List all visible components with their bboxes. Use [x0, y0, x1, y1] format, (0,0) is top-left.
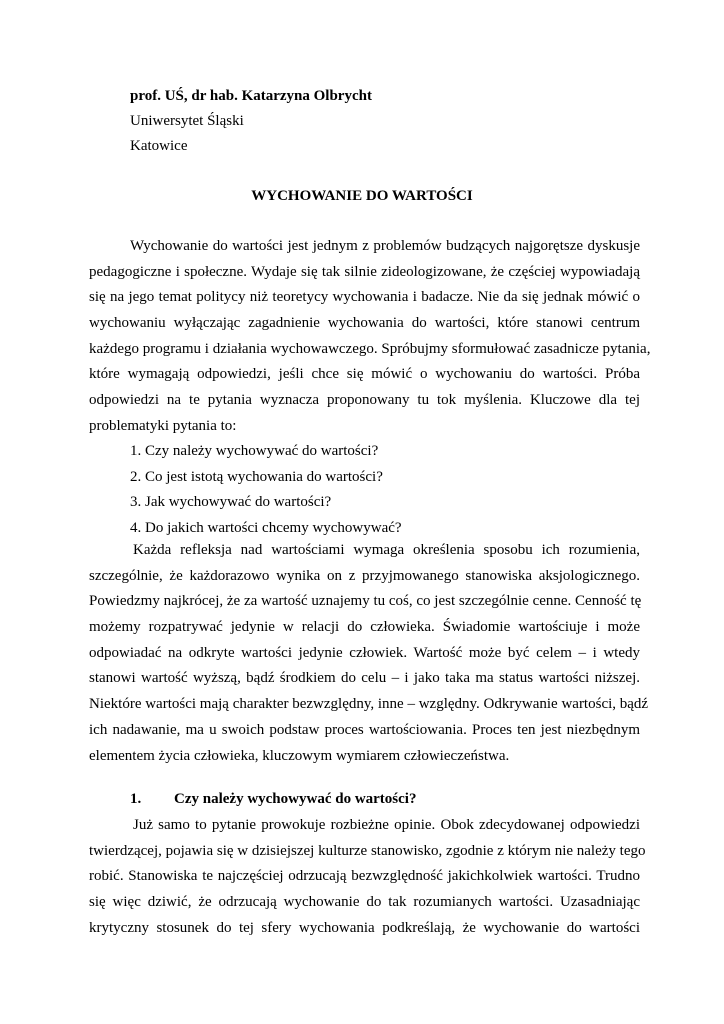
- list-item: 2. Co jest istotą wychowania do wartości?: [130, 468, 383, 485]
- section-title: Czy należy wychowywać do wartości?: [174, 791, 417, 807]
- text-line: Powiedzmy najkrócej, że za wartość uznajemy tu coś, co jest szczególnie cenne. Cenność tę: [89, 593, 642, 610]
- section-heading: [130, 791, 416, 808]
- text-line: problematyki pytania to:: [89, 417, 237, 434]
- author-name: prof. UŚ, dr hab. Katarzyna Olbrycht: [130, 88, 372, 104]
- text-line: Już samo to pytanie prowokuje rozbieżne opinie. Obok zdecydowanej odpowiedzi: [133, 817, 640, 833]
- city-name: Katowice: [130, 138, 188, 154]
- text-line: się więc dziwić, że odrzucają wychowanie do tak rozumianych wartości. Uzasadniając: [89, 894, 640, 911]
- text-line: Każda refleksja nad wartościami wymaga określenia sposobu ich rozumienia,: [133, 542, 640, 558]
- text-line: pedagogiczne i społeczne. Wydaje się tak silnie zideologizowane, że częściej wypowiadają: [89, 263, 640, 280]
- text-line: twierdzącej, pojawia się w dzisiejszej kulturze stanowisko, zgodnie z którym nie należy tego: [89, 842, 646, 859]
- text-line: się na jego temat politycy niż teoretycy wychowania i badacze. Nie da się jednak mówić o: [89, 289, 640, 306]
- intro-paragraph: [89, 234, 651, 440]
- text-line: odpowiadać na odkryte wartości jedynie człowiek. Wartość może być celem – i wtedy: [89, 644, 640, 661]
- text-line: elementem życia człowieka, kluczowym wymiarem człowieczeństwa.: [89, 747, 510, 764]
- text-line: stanowi wartość wyższą, bądź środkiem do celu – i jako taka ma status wartości niższej.: [89, 670, 640, 687]
- text-line: robić. Stanowiska te najczęściej odrzucają bezwzględność jakichkolwiek wartości. Trudno: [89, 868, 640, 885]
- text-line: wychowaniu wyłączając zagadnienie wychowania do wartości, które stanowi centrum: [89, 315, 640, 332]
- text-line: ich nadawanie, ma u swoich podstaw proces wartościowania. Proces ten jest niezbędnym: [89, 721, 640, 738]
- section1-paragraph: [89, 813, 646, 941]
- text-line: które wymagają odpowiedzi, jeśli chce się mówić o wychowaniu do wartości. Próba: [89, 366, 640, 383]
- section-number: 1.: [130, 791, 142, 807]
- text-line: Wychowanie do wartości jest jednym z problemów budzących najgorętsze dyskusje: [130, 238, 640, 254]
- university-name: Uniwersytet Śląski: [130, 113, 244, 129]
- list-item: 4. Do jakich wartości chcemy wychowywać?: [130, 520, 402, 537]
- text-line: krytyczny stosunek do tej sfery wychowania podkreślają, że wychowanie do wartości: [89, 919, 640, 936]
- document-title: WYCHOWANIE DO WARTOŚCI: [251, 188, 473, 204]
- text-line: każdego programu i działania wychowawczego. Spróbujmy sformułować zasadnicze pytania,: [89, 340, 651, 357]
- list-item: 3. Jak wychowywać do wartości?: [130, 494, 332, 511]
- reflection-paragraph: [89, 538, 649, 769]
- text-line: możemy rozpatrywać jedynie w relacji do człowieka. Świadomie wartościuje i może: [89, 619, 640, 636]
- list-item: 1. Czy należy wychowywać do wartości?: [130, 443, 379, 459]
- text-line: Niektóre wartości mają charakter bezwzględny, inne – względny. Odkrywanie wartości, bądź: [89, 696, 649, 713]
- text-line: odpowiedzi na te pytania wyznacza proponowany tu tok myślenia. Kluczowe dla tej: [89, 392, 640, 409]
- text-line: szczególnie, że każdorazowo wynika on z przyjmowanego stanowiska aksjologicznego.: [89, 567, 640, 584]
- questions-list: [130, 439, 402, 542]
